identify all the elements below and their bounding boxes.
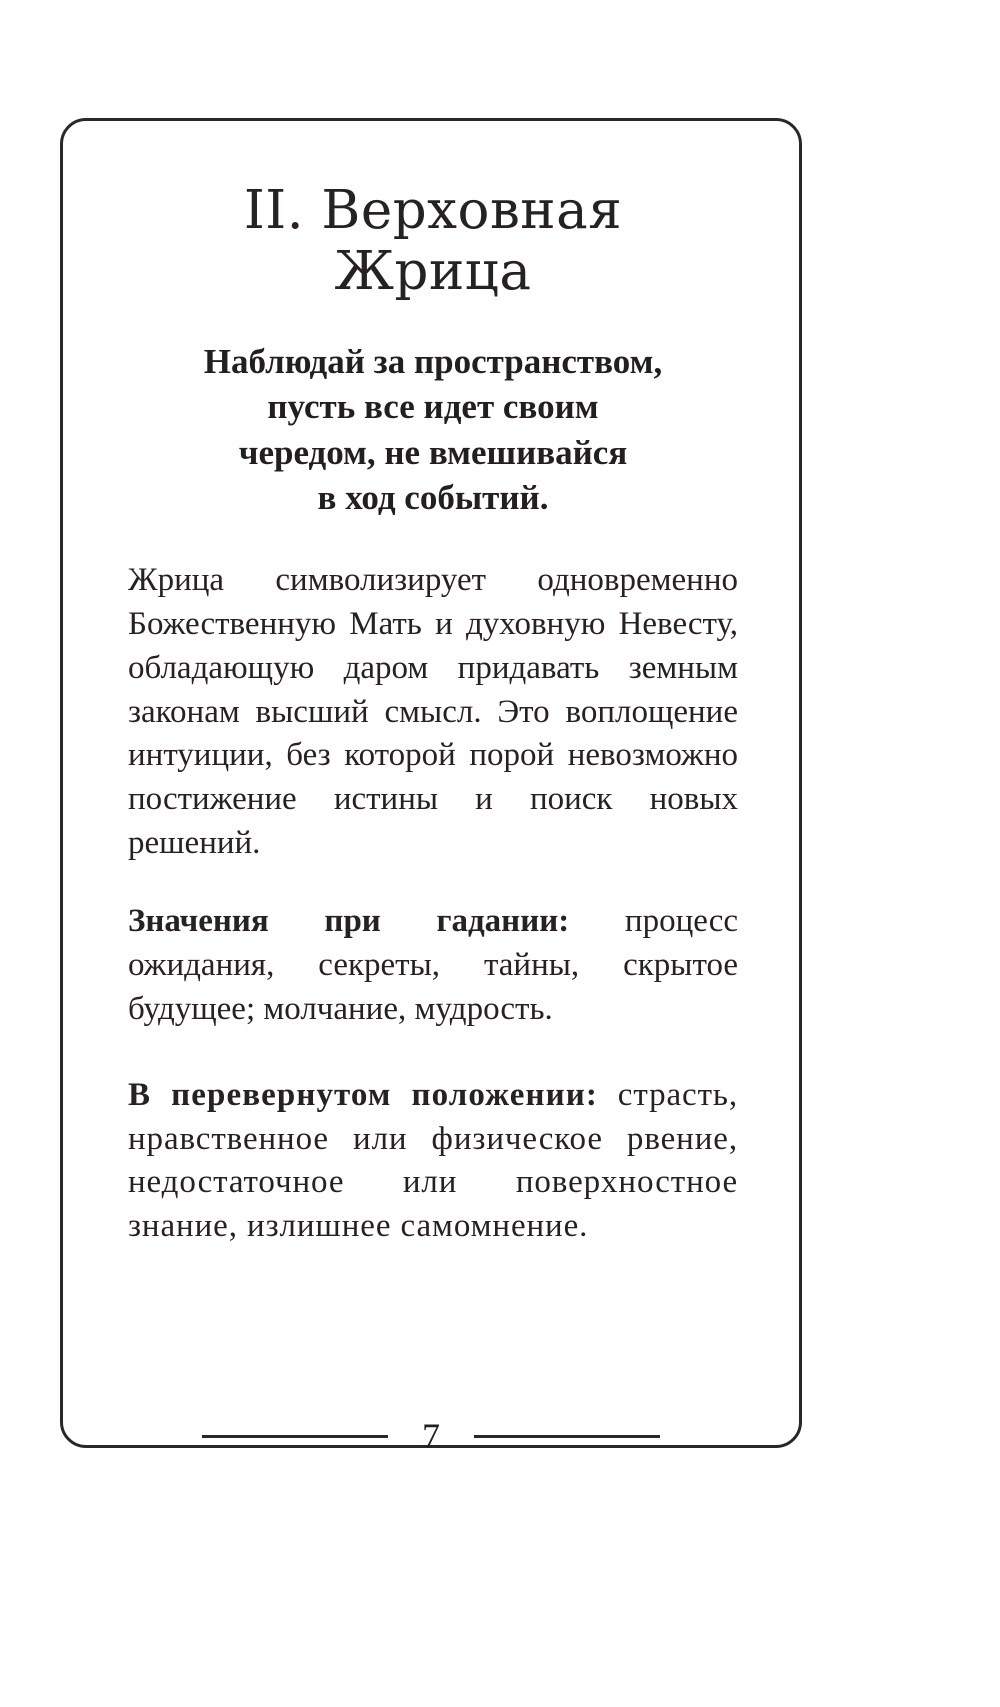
paragraph-description [128,559,738,866]
paragraph-divination-meanings [128,900,738,1032]
epigraph-line-4: в ход событий. [317,478,549,518]
reversed-lead-label: В перевернутом положении: [128,1076,598,1113]
epigraph-line-3: чередом, не вмешивайся [238,432,628,472]
page-number: 7 [422,1416,440,1456]
divination-meanings-text: процесс ожидания, секреты, тайны, скрытое будущее; молчание, мудрость. [128,903,738,1027]
card-title-line-1: II. Верховная [243,180,623,241]
divination-lead-label: Значения при гадании: [128,903,570,940]
epigraph-line-2: пусть все идет своим [267,387,599,427]
reversed-meanings-text: страсть, нравственное или физическое рвение, недостаточное или поверхностное знание, излишнее самомнение. [128,1076,738,1245]
page-footer [60,1404,802,1468]
card-title-line-2: Жрица [334,241,532,303]
page-title [128,180,738,303]
footer-rule-left [202,1435,388,1438]
paragraph-reversed-meanings [128,1074,738,1250]
footer-rule-right [474,1435,660,1438]
epigraph-line-1: Наблюдай за пространством, [203,341,663,381]
card-epigraph [128,339,738,521]
description-text: Жрица символизирует одновременно Божественную Мать и духовную Невесту, обладающую даром придавать земным законам высший смысл. Это воплощение интуиции, без которой порой невозможно постижение истины и поиск новых решений. [128,561,738,862]
page-content [128,180,738,1249]
